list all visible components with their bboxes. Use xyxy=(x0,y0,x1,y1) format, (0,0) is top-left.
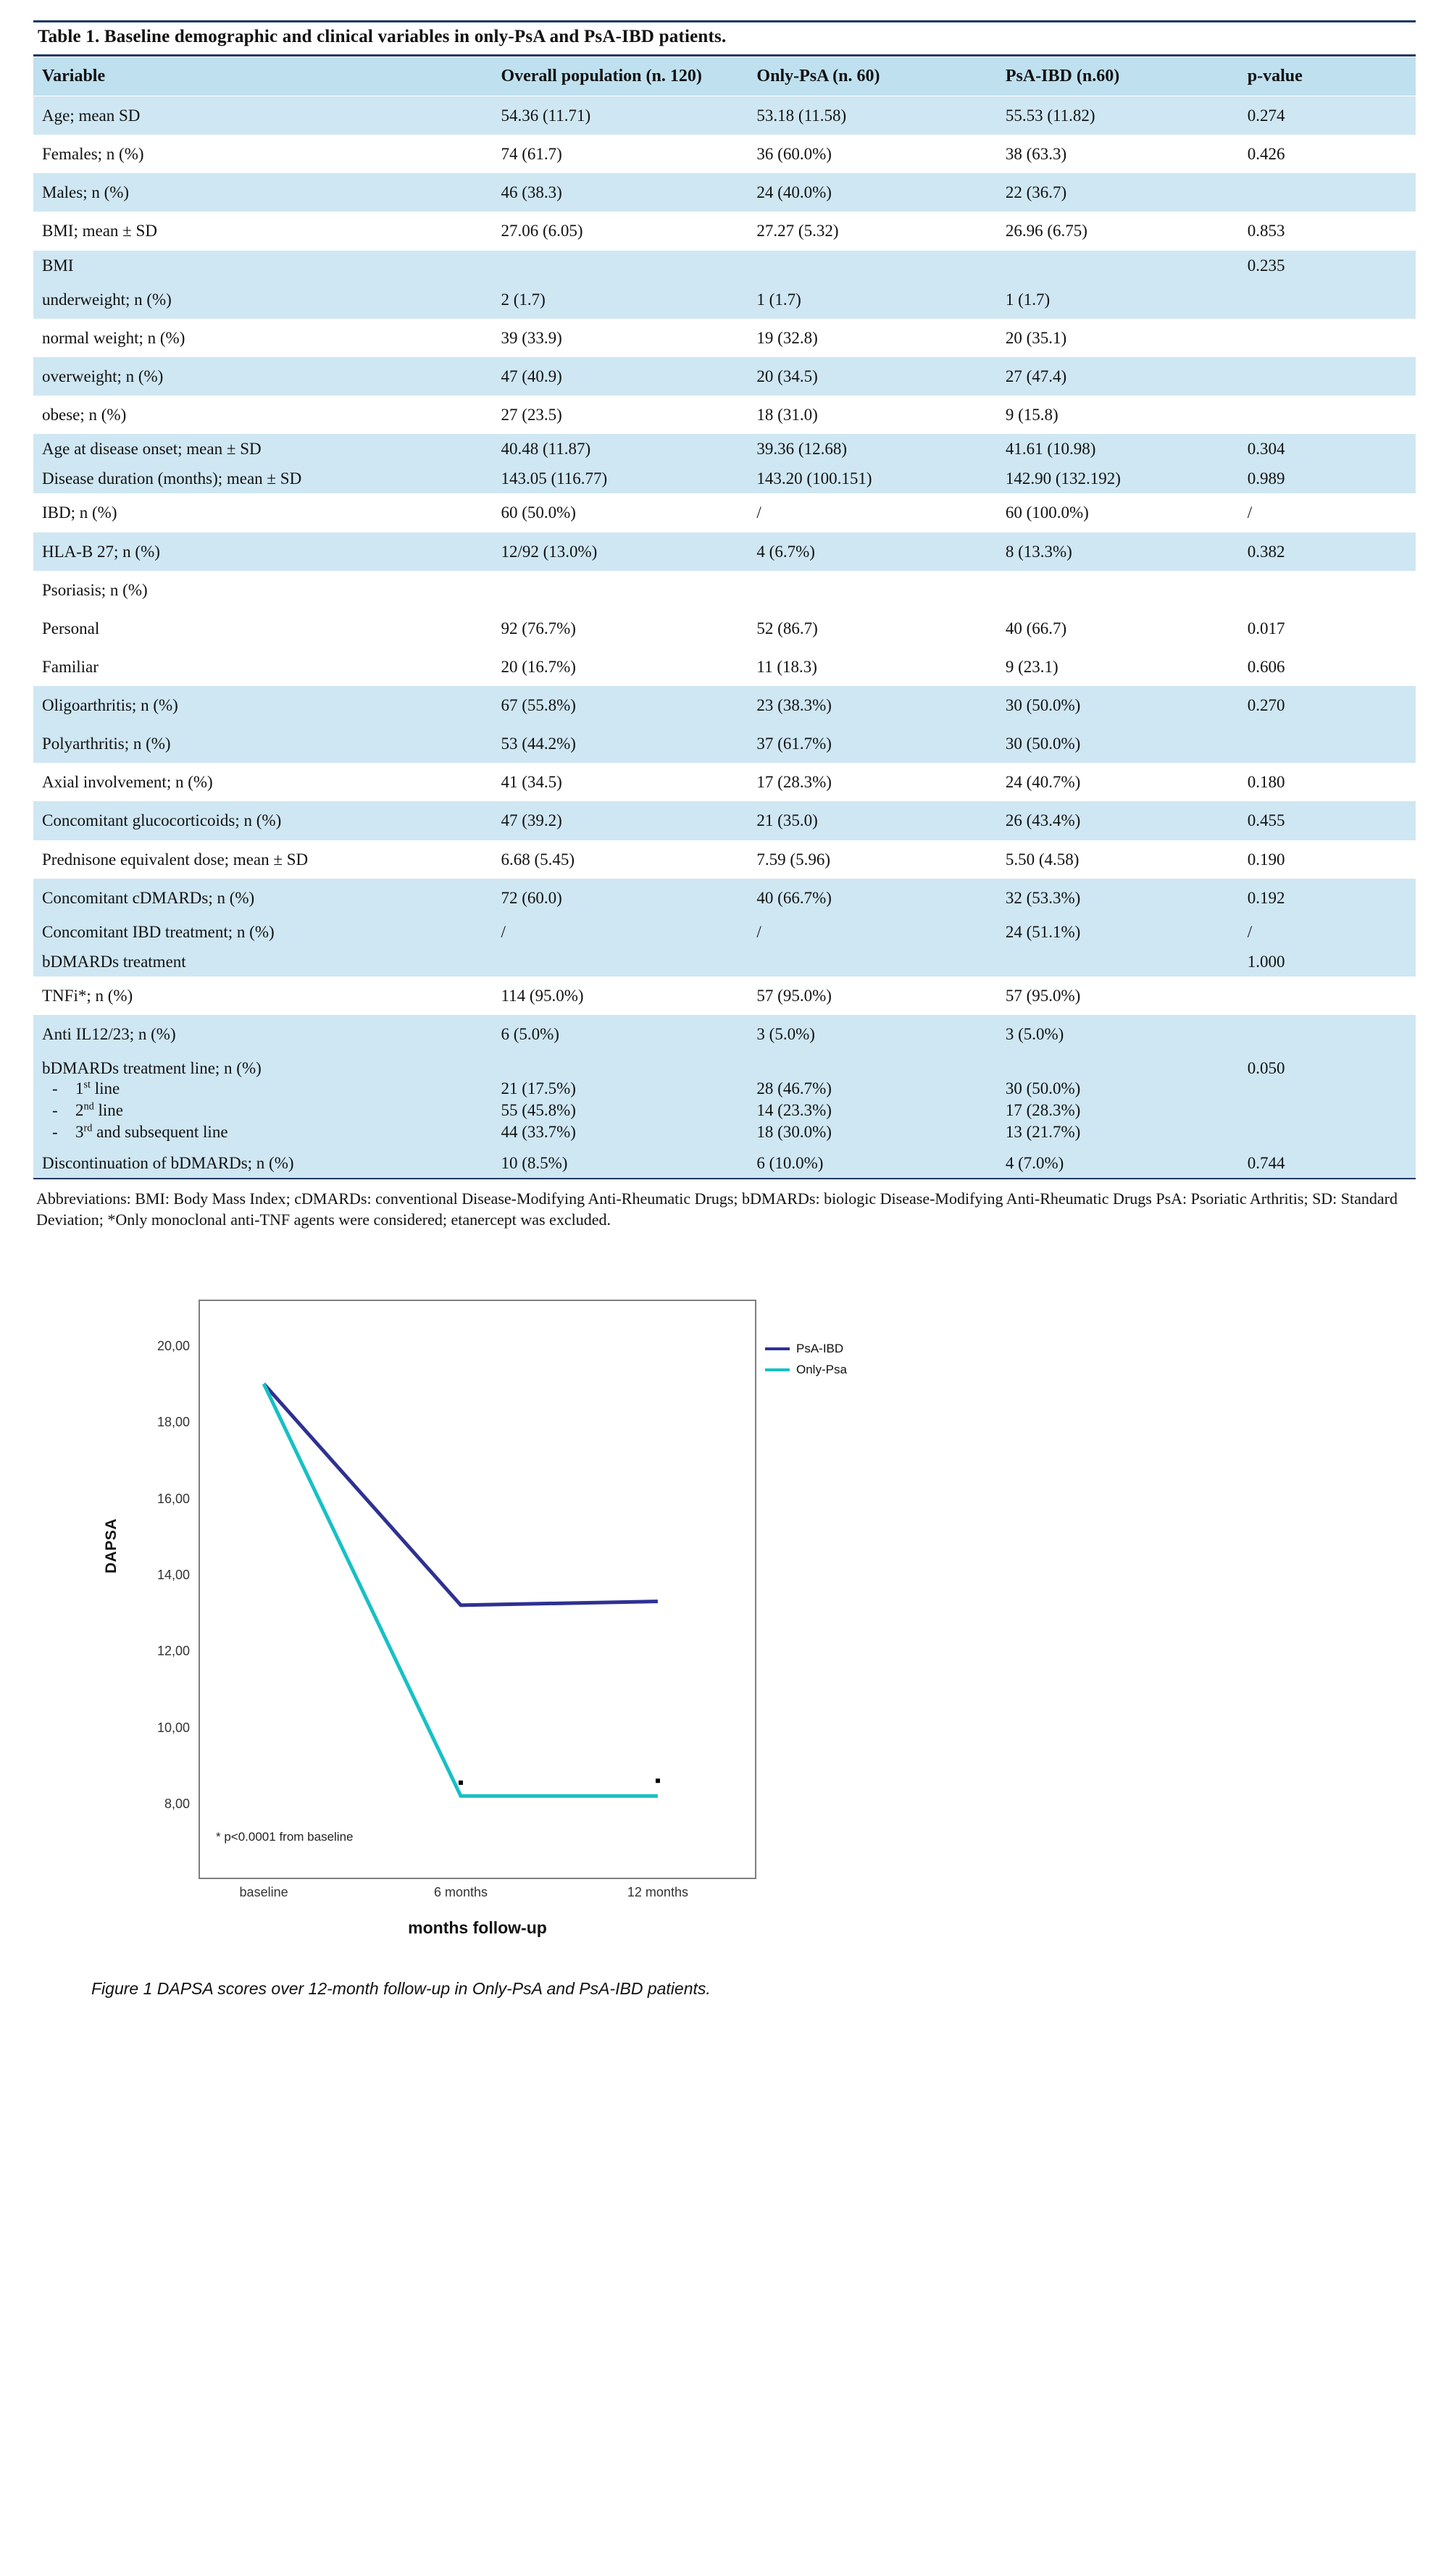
cell-pvalue xyxy=(1239,1015,1416,1053)
table-row xyxy=(33,917,1416,947)
y-axis-ticks xyxy=(120,1300,190,1879)
cell-only-psa xyxy=(748,571,996,609)
figure-1 xyxy=(33,1284,1416,2023)
cell-pvalue xyxy=(1239,173,1416,212)
table-row xyxy=(33,464,1416,493)
cell-overall: 21 (17.5%) 55 (45.8%) 44 (33.7%) xyxy=(492,1053,748,1148)
table-row xyxy=(33,135,1416,173)
legend-item xyxy=(765,1363,847,1377)
cell-only-psa xyxy=(748,947,996,977)
cell-psa-ibd: 26.96 (6.75) xyxy=(997,212,1239,250)
cell-pvalue: 0.455 xyxy=(1239,801,1416,840)
cell-psa-ibd: 9 (23.1) xyxy=(997,648,1239,686)
cell-overall: 20 (16.7%) xyxy=(492,648,748,686)
cell-variable: BMI; mean ± SD xyxy=(33,212,492,250)
cell-only-psa: 39.36 (12.68) xyxy=(748,434,996,464)
table-row xyxy=(33,251,1416,280)
cell-pvalue: 0.180 xyxy=(1239,763,1416,801)
legend-item xyxy=(765,1342,847,1356)
cell-psa-ibd: 30 (50.0%) 17 (28.3%) 13 (21.7%) xyxy=(997,1053,1239,1148)
cell-pvalue: / xyxy=(1239,917,1416,947)
column-header-variable: Variable xyxy=(33,57,492,96)
cell-variable: IBD; n (%) xyxy=(33,493,492,532)
cell-psa-ibd xyxy=(997,251,1239,280)
cell-variable: HLA-B 27; n (%) xyxy=(33,532,492,571)
table-row xyxy=(33,173,1416,212)
cell-overall xyxy=(492,251,748,280)
y-tick-label: 14,00 xyxy=(156,1567,190,1582)
chart-legend xyxy=(765,1342,847,1384)
cell-overall: 143.05 (116.77) xyxy=(492,464,748,493)
x-tick-label: 12 months xyxy=(627,1885,688,1900)
cell-overall: 74 (61.7) xyxy=(492,135,748,173)
cell-only-psa: 53.18 (11.58) xyxy=(748,96,996,135)
cell-psa-ibd: 3 (5.0%) xyxy=(997,1015,1239,1053)
table-row xyxy=(33,1148,1416,1178)
cell-psa-ibd: 38 (63.3) xyxy=(997,135,1239,173)
column-header-psa-ibd: PsA-IBD (n.60) xyxy=(997,57,1239,96)
cell-pvalue: / xyxy=(1239,493,1416,532)
cell-overall: 47 (39.2) xyxy=(492,801,748,840)
cell-pvalue: 0.989 xyxy=(1239,464,1416,493)
table-row xyxy=(33,280,1416,319)
cell-only-psa: 17 (28.3%) xyxy=(748,763,996,801)
cell-pvalue xyxy=(1239,319,1416,357)
cell-only-psa: 11 (18.3) xyxy=(748,648,996,686)
table-row xyxy=(33,532,1416,571)
cell-pvalue: 0.017 xyxy=(1239,609,1416,648)
cell-pvalue xyxy=(1239,396,1416,434)
cell-pvalue: 1.000 xyxy=(1239,947,1416,977)
table-row xyxy=(33,493,1416,532)
cell-psa-ibd: 41.61 (10.98) xyxy=(997,434,1239,464)
x-axis-label: months follow-up xyxy=(408,1918,547,1938)
cell-pvalue xyxy=(1239,357,1416,396)
cell-overall: / xyxy=(492,917,748,947)
cell-only-psa: 57 (95.0%) xyxy=(748,977,996,1015)
cell-psa-ibd: 60 (100.0%) xyxy=(997,493,1239,532)
cell-psa-ibd: 40 (66.7) xyxy=(997,609,1239,648)
cell-variable: BMI xyxy=(33,251,492,280)
cell-only-psa: 143.20 (100.151) xyxy=(748,464,996,493)
table-row xyxy=(33,648,1416,686)
cell-pvalue: 0.426 xyxy=(1239,135,1416,173)
table-title: Table 1. Baseline demographic and clinical variables in only-PsA and PsA-IBD patients. xyxy=(33,20,1416,57)
cell-only-psa: / xyxy=(748,493,996,532)
column-header-only-psa: Only-PsA (n. 60) xyxy=(748,57,996,96)
legend-label: PsA-IBD xyxy=(796,1342,844,1356)
cell-only-psa: 36 (60.0%) xyxy=(748,135,996,173)
cell-psa-ibd: 9 (15.8) xyxy=(997,396,1239,434)
table-row xyxy=(33,1015,1416,1053)
x-axis-ticks xyxy=(199,1885,756,1910)
cell-psa-ibd: 32 (53.3%) xyxy=(997,879,1239,917)
x-tick-label: baseline xyxy=(239,1885,288,1900)
cell-only-psa: 52 (86.7) xyxy=(748,609,996,648)
cell-only-psa: 1 (1.7) xyxy=(748,280,996,319)
cell-only-psa: 19 (32.8) xyxy=(748,319,996,357)
cell-psa-ibd xyxy=(997,571,1239,609)
cell-variable: Concomitant glucocorticoids; n (%) xyxy=(33,801,492,840)
cell-overall xyxy=(492,571,748,609)
baseline-characteristics-table xyxy=(33,57,1416,1178)
figure-caption: Figure 1 DAPSA scores over 12-month follow-up in Only-PsA and PsA-IBD patients. xyxy=(91,1979,711,1999)
cell-variable: Males; n (%) xyxy=(33,173,492,212)
chart-plot-area xyxy=(199,1300,756,1879)
cell-pvalue: 0.606 xyxy=(1239,648,1416,686)
cell-only-psa: 20 (34.5) xyxy=(748,357,996,396)
cell-variable: Prednisone equivalent dose; mean ± SD xyxy=(33,840,492,879)
cell-psa-ibd: 55.53 (11.82) xyxy=(997,96,1239,135)
cell-psa-ibd: 26 (43.4%) xyxy=(997,801,1239,840)
cell-variable: Polyarthritis; n (%) xyxy=(33,724,492,763)
cell-pvalue: 0.304 xyxy=(1239,434,1416,464)
cell-psa-ibd: 8 (13.3%) xyxy=(997,532,1239,571)
cell-pvalue xyxy=(1239,724,1416,763)
cell-variable: Psoriasis; n (%) xyxy=(33,571,492,609)
table-body xyxy=(33,96,1416,1179)
cell-only-psa: 21 (35.0) xyxy=(748,801,996,840)
cell-pvalue xyxy=(1239,977,1416,1015)
cell-overall: 27.06 (6.05) xyxy=(492,212,748,250)
table-row xyxy=(33,801,1416,840)
cell-overall: 47 (40.9) xyxy=(492,357,748,396)
cell-variable: underweight; n (%) xyxy=(33,280,492,319)
cell-pvalue: 0.190 xyxy=(1239,840,1416,879)
cell-variable: Familiar xyxy=(33,648,492,686)
cell-variable: Disease duration (months); mean ± SD xyxy=(33,464,492,493)
cell-variable: Concomitant cDMARDs; n (%) xyxy=(33,879,492,917)
cell-psa-ibd: 57 (95.0%) xyxy=(997,977,1239,1015)
cell-overall: 60 (50.0%) xyxy=(492,493,748,532)
cell-psa-ibd: 4 (7.0%) xyxy=(997,1148,1239,1178)
cell-overall: 67 (55.8%) xyxy=(492,686,748,724)
cell-pvalue: 0.050 xyxy=(1239,1053,1416,1148)
table-header-row xyxy=(33,57,1416,96)
y-axis-label: DAPSA xyxy=(103,1518,120,1574)
cell-pvalue: 0.744 xyxy=(1239,1148,1416,1178)
cell-psa-ibd: 22 (36.7) xyxy=(997,173,1239,212)
table-row xyxy=(33,571,1416,609)
cell-variable: Females; n (%) xyxy=(33,135,492,173)
line-chart-svg xyxy=(200,1301,755,1878)
cell-variable: Age at disease onset; mean ± SD xyxy=(33,434,492,464)
cell-only-psa: 3 (5.0%) xyxy=(748,1015,996,1053)
column-header-overall: Overall population (n. 120) xyxy=(492,57,748,96)
y-tick-label: 8,00 xyxy=(164,1797,190,1812)
x-tick-label: 6 months xyxy=(433,1885,488,1900)
legend-swatch xyxy=(765,1347,790,1350)
cell-psa-ibd: 30 (50.0%) xyxy=(997,724,1239,763)
y-tick-label: 10,00 xyxy=(156,1720,190,1735)
cell-variable: Anti IL12/23; n (%) xyxy=(33,1015,492,1053)
cell-pvalue: 0.235 xyxy=(1239,251,1416,280)
cell-psa-ibd xyxy=(997,947,1239,977)
cell-pvalue: 0.274 xyxy=(1239,96,1416,135)
legend-swatch xyxy=(765,1368,790,1371)
cell-only-psa: 24 (40.0%) xyxy=(748,173,996,212)
cell-variable: Discontinuation of bDMARDs; n (%) xyxy=(33,1148,492,1178)
cell-only-psa: 6 (10.0%) xyxy=(748,1148,996,1178)
cell-psa-ibd: 30 (50.0%) xyxy=(997,686,1239,724)
y-tick-label: 18,00 xyxy=(156,1415,190,1430)
cell-pvalue: 0.270 xyxy=(1239,686,1416,724)
cell-overall: 39 (33.9) xyxy=(492,319,748,357)
cell-overall: 6 (5.0%) xyxy=(492,1015,748,1053)
cell-variable: TNFi*; n (%) xyxy=(33,977,492,1015)
significance-note: * p<0.0001 from baseline xyxy=(216,1830,354,1844)
column-header-pvalue: p-value xyxy=(1239,57,1416,96)
cell-variable: Age; mean SD xyxy=(33,96,492,135)
cell-only-psa: 4 (6.7%) xyxy=(748,532,996,571)
cell-overall: 46 (38.3) xyxy=(492,173,748,212)
table-row xyxy=(33,977,1416,1015)
cell-pvalue: 0.853 xyxy=(1239,212,1416,250)
legend-label: Only-Psa xyxy=(796,1363,847,1377)
table-row xyxy=(33,609,1416,648)
cell-psa-ibd: 20 (35.1) xyxy=(997,319,1239,357)
table-row xyxy=(33,724,1416,763)
cell-variable: bDMARDs treatment xyxy=(33,947,492,977)
cell-overall: 114 (95.0%) xyxy=(492,977,748,1015)
cell-overall: 2 (1.7) xyxy=(492,280,748,319)
cell-variable: Concomitant IBD treatment; n (%) xyxy=(33,917,492,947)
table-row xyxy=(33,947,1416,977)
cell-variable: Oligoarthritis; n (%) xyxy=(33,686,492,724)
cell-only-psa: 37 (61.7%) xyxy=(748,724,996,763)
cell-only-psa: 40 (66.7%) xyxy=(748,879,996,917)
cell-overall: 41 (34.5) xyxy=(492,763,748,801)
table-row xyxy=(33,763,1416,801)
cell-pvalue: 0.192 xyxy=(1239,879,1416,917)
cell-only-psa: 28 (46.7%) 14 (23.3%) 18 (30.0%) xyxy=(748,1053,996,1148)
cell-only-psa: 18 (31.0) xyxy=(748,396,996,434)
cell-overall: 54.36 (11.71) xyxy=(492,96,748,135)
cell-overall: 72 (60.0) xyxy=(492,879,748,917)
cell-overall: 6.68 (5.45) xyxy=(492,840,748,879)
cell-psa-ibd: 142.90 (132.192) xyxy=(997,464,1239,493)
cell-only-psa: 23 (38.3%) xyxy=(748,686,996,724)
cell-pvalue xyxy=(1239,571,1416,609)
cell-variable: normal weight; n (%) xyxy=(33,319,492,357)
cell-variable: overweight; n (%) xyxy=(33,357,492,396)
cell-overall: 12/92 (13.0%) xyxy=(492,532,748,571)
table-row xyxy=(33,396,1416,434)
cell-psa-ibd: 24 (40.7%) xyxy=(997,763,1239,801)
cell-only-psa: 7.59 (5.96) xyxy=(748,840,996,879)
y-tick-label: 16,00 xyxy=(156,1491,190,1506)
cell-variable: obese; n (%) xyxy=(33,396,492,434)
cell-overall: 27 (23.5) xyxy=(492,396,748,434)
cell-only-psa: / xyxy=(748,917,996,947)
cell-overall: 10 (8.5%) xyxy=(492,1148,748,1178)
cell-overall: 53 (44.2%) xyxy=(492,724,748,763)
y-tick-label: 20,00 xyxy=(156,1338,190,1353)
table-row xyxy=(33,212,1416,250)
table-row xyxy=(33,319,1416,357)
table-row xyxy=(33,686,1416,724)
table-footnote: Abbreviations: BMI: Body Mass Index; cDMARDs: conventional Disease-Modifying Anti-Rheumatic Drugs; bDMARDs: biologic Disease-Modifying Anti-Rheumatic Drugs PsA: Psoriatic Arthritis; SD: Standard Deviation; *Only monoclonal anti-TNF agents were considered; etanercept was excluded. xyxy=(33,1178,1416,1230)
table-row xyxy=(33,96,1416,135)
cell-psa-ibd: 1 (1.7) xyxy=(997,280,1239,319)
table-row xyxy=(33,879,1416,917)
cell-psa-ibd: 5.50 (4.58) xyxy=(997,840,1239,879)
cell-only-psa xyxy=(748,251,996,280)
cell-variable: Personal xyxy=(33,609,492,648)
cell-pvalue: 0.382 xyxy=(1239,532,1416,571)
cell-overall xyxy=(492,947,748,977)
cell-overall: 40.48 (11.87) xyxy=(492,434,748,464)
cell-only-psa: 27.27 (5.32) xyxy=(748,212,996,250)
cell-pvalue xyxy=(1239,280,1416,319)
cell-variable: bDMARDs treatment line; n (%) - 1st line - 2nd line - 3rd and subsequent line xyxy=(33,1053,492,1148)
y-tick-label: 12,00 xyxy=(156,1644,190,1659)
table-row xyxy=(33,357,1416,396)
cell-variable: Axial involvement; n (%) xyxy=(33,763,492,801)
table-row-bdmards-treatment-line xyxy=(33,1053,1416,1148)
cell-psa-ibd: 24 (51.1%) xyxy=(997,917,1239,947)
cell-overall: 92 (76.7%) xyxy=(492,609,748,648)
table-row xyxy=(33,434,1416,464)
table-row xyxy=(33,840,1416,879)
cell-psa-ibd: 27 (47.4) xyxy=(997,357,1239,396)
